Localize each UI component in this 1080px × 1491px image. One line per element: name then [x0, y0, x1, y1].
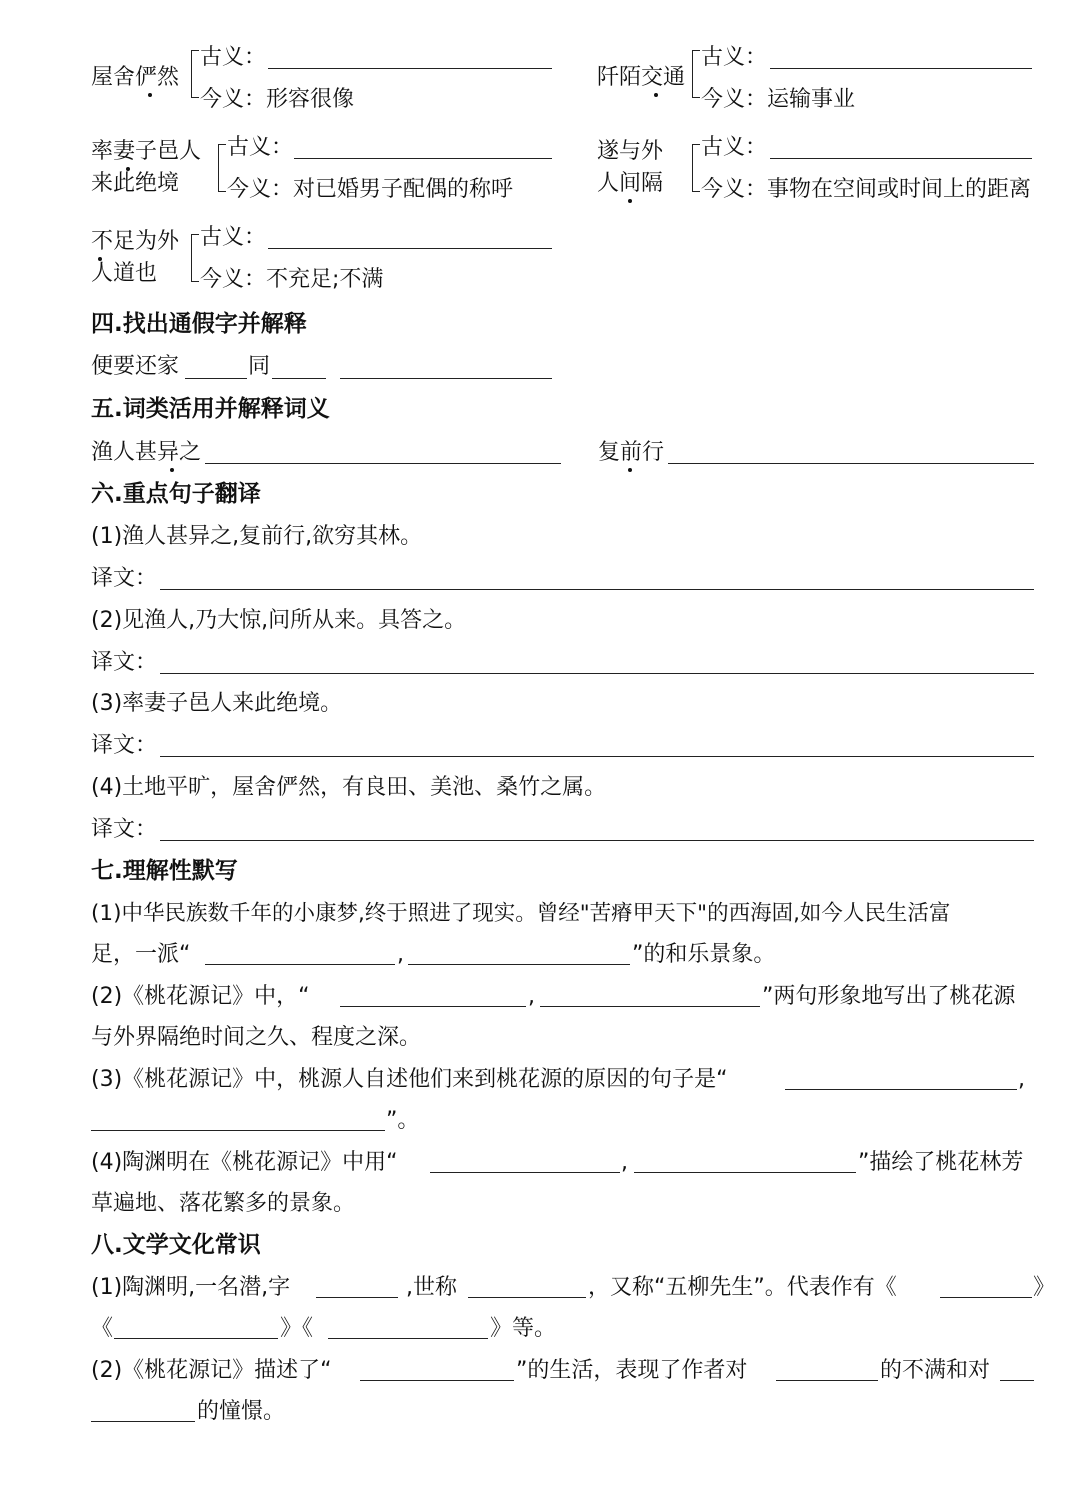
section5-heading: 五.词类活用并解释词义	[91, 396, 330, 422]
q7-2-line2: 与外界隔绝时间之久、程度之深。	[91, 1025, 422, 1050]
huoyong-blank-1[interactable]	[205, 463, 561, 464]
ancient-meaning-label: 古义：	[701, 135, 768, 160]
phrase-qizi-line1: 率妻子邑人	[91, 139, 202, 164]
translate-sentence-4: (4)土地平旷，屋舍俨然，有良田、美池、桑竹之属。	[91, 775, 607, 800]
q8-1-blank-work1[interactable]	[940, 1297, 1032, 1298]
q7-1-line1: (1)中华民族数千年的小康梦,终于照进了现实。曾经"苦瘠甲天下"的西海固,如今人民生活富	[91, 901, 951, 926]
q7-4-line1-end: ”描绘了桃花林芳	[858, 1150, 1024, 1175]
emphasis-dot	[654, 93, 658, 97]
q7-4-line2: 草遍地、落花繁多的景象。	[91, 1191, 356, 1216]
ancient-meaning-label: 古义：	[200, 225, 267, 250]
tongjia-sentence: 便要还家	[91, 354, 180, 379]
q8-2-blank-3-cont[interactable]	[91, 1421, 195, 1422]
ancient-meaning-blank[interactable]	[770, 158, 1032, 159]
q8-2-text-a: (2)《桃花源记》描述了“	[91, 1358, 332, 1383]
tong-label: 同	[248, 354, 271, 379]
q7-2-line1-start: (2)《桃花源记》中，“	[91, 984, 310, 1009]
q8-2-blank-2[interactable]	[776, 1380, 878, 1381]
q8-1-text-b: ,世称	[406, 1275, 457, 1300]
bracket	[191, 234, 199, 282]
comma: ,	[621, 1150, 628, 1175]
phrase-qizi-line2: 来此绝境	[91, 171, 180, 196]
huoyong-blank-2[interactable]	[668, 463, 1034, 464]
ancient-meaning-label: 古义：	[200, 45, 267, 70]
tongjia-blank-1[interactable]	[185, 378, 247, 379]
tongjia-blank-2[interactable]	[272, 378, 326, 379]
bracket	[692, 144, 700, 192]
q8-2-blank-1[interactable]	[360, 1380, 514, 1381]
modern-meaning: 今义：形容很像	[200, 87, 355, 112]
translation-label: 译文：	[91, 566, 158, 591]
phrase-qianmo-jiaotong: 阡陌交通	[597, 65, 686, 90]
q7-1-blank-2[interactable]	[408, 964, 630, 965]
q7-3-line1: (3)《桃花源记》中，桃源人自述他们来到桃花源的原因的句子是“	[91, 1067, 728, 1092]
ancient-meaning-blank[interactable]	[294, 158, 552, 159]
q8-1-line2-end: 》等。	[490, 1316, 557, 1341]
q8-2-blank-3[interactable]	[1000, 1380, 1034, 1381]
emphasis-dot	[170, 468, 174, 472]
q8-2-text-b: ”的生活，表现了作者对	[516, 1358, 748, 1383]
phrase-wushe-yanran: 屋舍俨然	[91, 65, 180, 90]
q8-1-line2-mid: 》《	[280, 1316, 314, 1341]
translate-sentence-2: (2)见渔人,乃大惊,问所从来。具答之。	[91, 608, 467, 633]
q8-1-blank-shicheng[interactable]	[468, 1297, 586, 1298]
comma: ,	[528, 984, 535, 1009]
ancient-meaning-label: 古义：	[701, 45, 768, 70]
translation-label: 译文：	[91, 817, 158, 842]
q7-4-line1-start: (4)陶渊明在《桃花源记》中用“	[91, 1150, 398, 1175]
translation-blank-1[interactable]	[160, 589, 1034, 590]
q8-1-blank-zi[interactable]	[316, 1297, 398, 1298]
q7-2-blank-2[interactable]	[540, 1006, 760, 1007]
phrase-buzu-line2: 人道也	[91, 261, 158, 286]
q7-4-blank-1[interactable]	[430, 1172, 620, 1173]
modern-meaning: 今义：运输事业	[701, 87, 856, 112]
tongjia-explanation-blank[interactable]	[340, 378, 552, 379]
section8-heading: 八.文学文化常识	[91, 1232, 261, 1258]
q8-1-text-c: ，又称“五柳先生”。代表作有《	[588, 1275, 897, 1300]
translation-blank-3[interactable]	[160, 756, 1034, 757]
q7-1-line2-end: ”的和乐景象。	[632, 942, 776, 967]
huoyong-item-1: 渔人甚异之	[91, 440, 202, 465]
bracket	[218, 144, 226, 192]
translation-label: 译文：	[91, 733, 158, 758]
q8-1-text-d: 》	[1033, 1275, 1056, 1300]
huoyong-item-2: 复前行	[598, 440, 665, 465]
q7-3-line2: ”。	[386, 1108, 420, 1133]
q7-1-blank-1[interactable]	[205, 964, 395, 965]
q7-3-blank-2[interactable]	[91, 1130, 385, 1131]
ancient-meaning-blank[interactable]	[770, 68, 1032, 69]
modern-meaning: 今义：不充足;不满	[200, 267, 384, 292]
q8-2-line2: 的憧憬。	[197, 1399, 286, 1424]
ancient-meaning-label: 古义：	[227, 135, 294, 160]
bracket	[692, 50, 700, 98]
q8-1-blank-work2[interactable]	[114, 1338, 278, 1339]
comma: ,	[1018, 1067, 1025, 1092]
translate-sentence-3: (3)率妻子邑人来此绝境。	[91, 691, 343, 716]
emphasis-dot	[628, 468, 632, 472]
q7-2-blank-1[interactable]	[340, 1006, 526, 1007]
q8-1-blank-work3[interactable]	[328, 1338, 488, 1339]
section4-heading: 四.找出通假字并解释	[91, 311, 307, 337]
emphasis-dot	[148, 93, 152, 97]
modern-meaning: 今义：对已婚男子配偶的称呼	[227, 177, 514, 202]
comma: ,	[397, 942, 404, 967]
phrase-jiange-line1: 遂与外	[597, 139, 664, 164]
q7-1-line2-start: 足，一派“	[91, 942, 191, 967]
section6-heading: 六.重点句子翻译	[91, 481, 261, 507]
emphasis-dot	[628, 199, 632, 203]
ancient-meaning-blank[interactable]	[268, 248, 552, 249]
ancient-meaning-blank[interactable]	[268, 68, 552, 69]
section7-heading: 七.理解性默写	[91, 858, 238, 884]
translation-label: 译文：	[91, 650, 158, 675]
q7-4-blank-2[interactable]	[634, 1172, 856, 1173]
phrase-jiange-line2: 人间隔	[597, 171, 664, 196]
bracket	[191, 50, 199, 98]
q7-2-line1-end: ”两句形象地写出了桃花源	[762, 984, 1016, 1009]
modern-meaning: 今义：事物在空间或时间上的距离	[701, 177, 1032, 202]
phrase-buzu-line1: 不足为外	[91, 229, 180, 254]
translation-blank-4[interactable]	[160, 840, 1034, 841]
q7-3-blank-1[interactable]	[785, 1089, 1017, 1090]
q8-1-text-a: (1)陶渊明,一名潜,字	[91, 1275, 291, 1300]
q8-2-text-c: 的不满和对	[880, 1358, 991, 1383]
translation-blank-2[interactable]	[160, 673, 1034, 674]
q8-1-line2-open: 《	[91, 1316, 114, 1341]
translate-sentence-1: (1)渔人甚异之,复前行,欲穷其林。	[91, 524, 423, 549]
